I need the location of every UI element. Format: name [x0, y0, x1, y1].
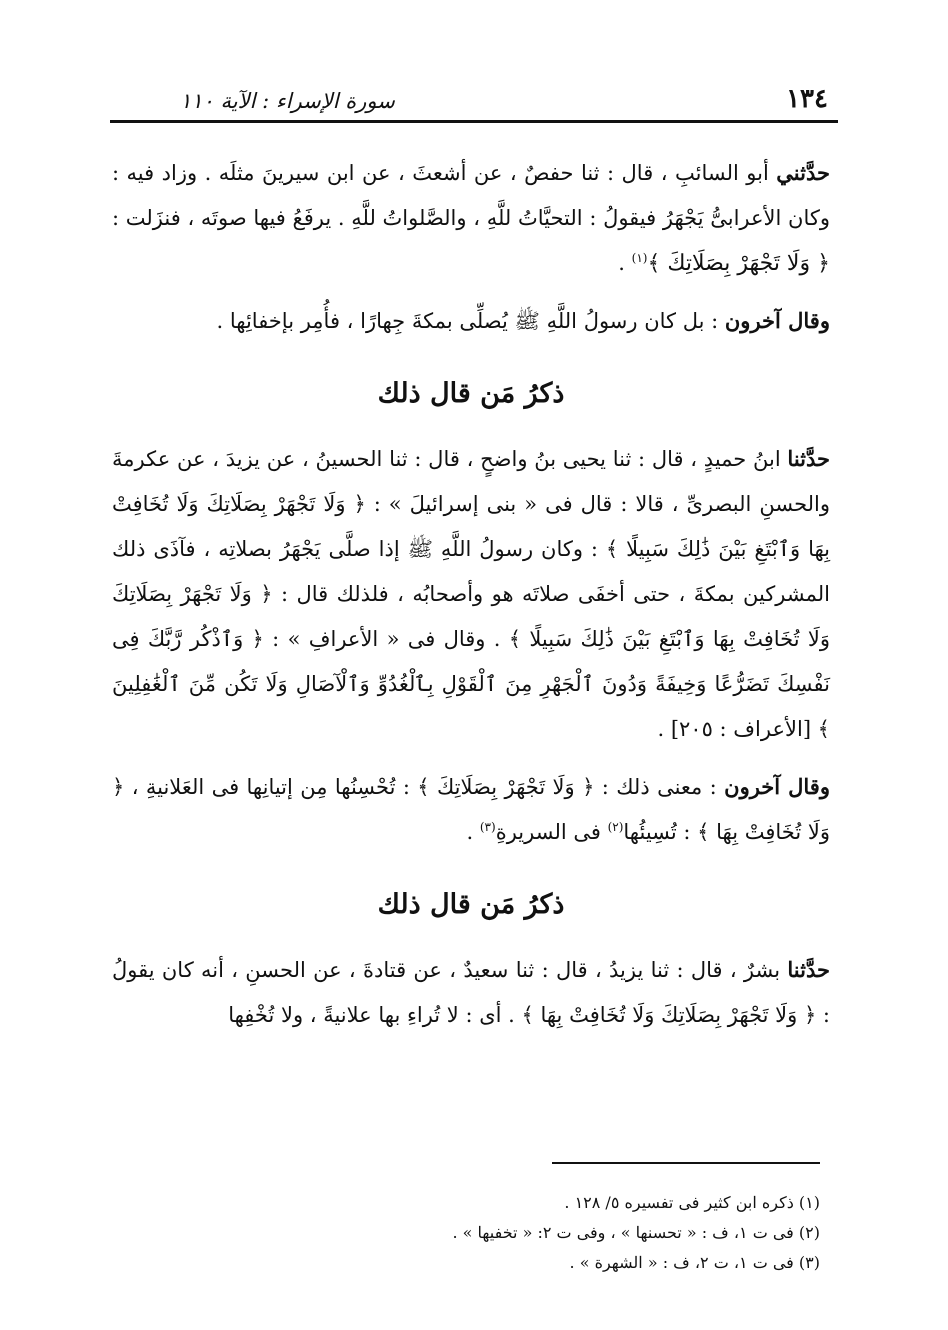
paragraph-text: : بل كان رسولُ اللَّهِ ﷺ يُصلِّى بمكةَ جِهارًا ، فأُمِر بإخفائِها . — [216, 309, 725, 333]
paragraph-lead: حدَّثنا — [787, 957, 830, 982]
paragraph-text: ابنُ حميدٍ ، قال : ثنا يحيى بنُ واضحٍ ، قال : ثنا الحسينُ ، عن يزيدَ ، عن عكرمةَ والحسنِ البصرىِّ ، قالا : قال فى « بنى إسرائيلَ » : ﴿ وَلَا تَجْهَرْ بِصَلَاتِكَ وَلَا تُخَافِتْ بِهَا وَٱبْتَغِ بَيْنَ ذَٰلِكَ سَبِيلًا ﴾ : وكان رسولُ اللَّهِ ﷺ إذا صلَّى يَجْهَرُ بصلاتِه ، فآذَى ذلك المشركين بمكةَ ، حتى أخفَى صلاتَه هو وأصحابُه ، فلذلك قال : ﴿ وَلَا تَجْهَرْ بِصَلَاتِكَ وَلَا تُخَافِتْ بِهَا وَٱبْتَغِ بَيْنَ ذَٰلِكَ سَبِيلًا ﴾ . وقال فى « الأعرافِ » : ﴿ وَٱذْكُر رَّبَّكَ فِى نَفْسِكَ تَضَرُّعًا وَخِيفَةً وَدُونَ ٱلْجَهْرِ مِنَ ٱلْقَوْلِ بِٱلْغُدُوِّ وَٱلْآصَالِ وَلَا تَكُن مِّنَ ٱلْغَٰفِلِينَ ﴾ [الأعراف : ٢٠٥] . — [112, 447, 830, 741]
paragraph-lead: وقال آخرون — [724, 774, 830, 799]
footnote-1: (١) ذكره ابن كثير فى تفسيره ٥/ ١٢٨ . — [564, 1193, 820, 1212]
paragraph-text: بشرٌ ، قال : ثنا يزيدُ ، قال : ثنا سعيدٌ ، عن قتادةَ ، عن الحسنِ ، أنه كان يقولُ : ﴿ وَلَا تَجْهَرْ بِصَلَاتِكَ وَلَا تُخَافِتْ بِهَا ﴾ . أى : لا تُراءِ بها علانيةً ، ولا تُخْفِها — [112, 958, 830, 1027]
footnote-rule — [552, 1162, 820, 1164]
paragraph-5 — [112, 947, 830, 1038]
footnotes — [112, 1188, 820, 1278]
footnote-ref-3: (٣) — [479, 820, 496, 834]
section-heading-2: ذكرُ مَن قال ذلك — [377, 889, 565, 920]
quran-quote: ﴿ وَلَا تَجْهَرْ بِصَلَاتِكَ ﴾ — [647, 251, 830, 276]
footnote-2: (٢) فى ت ١، ف : « تحسنها » ، وفى ت ٢: « تخفيها » . — [452, 1223, 820, 1242]
paragraph-lead: حدَّثنا — [787, 446, 831, 471]
header-rule — [110, 120, 838, 123]
page-header — [120, 72, 828, 112]
paragraph-2 — [112, 298, 830, 344]
paragraph-4 — [112, 764, 830, 855]
paragraph-1 — [112, 150, 830, 286]
footnote-ref-2: (٢) — [607, 820, 624, 834]
paragraph-text: : معنى ذلك : ﴿ وَلَا تَجْهَرْ بِصَلَاتِكَ ﴾ : تُحْسِنُها مِن إتيانِها فى العَلانيةِ ، ﴿ وَلَا تُخَافِتْ بِهَا ﴾ : تُسِيئُها — [112, 775, 830, 844]
paragraph-lead: حدَّثني — [776, 160, 830, 185]
footnote-3: (٣) فى ت ١، ت ٢، ف : « الشهرة » . — [569, 1253, 820, 1272]
footnote-ref-1: (١) — [631, 251, 648, 265]
section-heading-1: ذكرُ مَن قال ذلك — [377, 378, 565, 409]
paragraph-lead: وقال آخرون — [724, 308, 830, 333]
paragraph-end: . — [618, 251, 632, 275]
paragraph-text: أبو السائبِ ، قال : ثنا حفصٌ ، عن أشعثَ ، عن ابن سيرينَ مثلَه . وزاد فيه : وكان الأعرابىُّ يَجْهَرُ فيقولُ : التحيَّاتُ للَّهِ ، والصَّلواتُ للَّهِ . يرفَعُ فيها صوتَه ، فنزَلت : — [112, 161, 830, 230]
page-number: ١٣٤ — [786, 84, 828, 114]
paragraph-end: . — [466, 820, 480, 844]
paragraph-3 — [112, 436, 830, 752]
paragraph-text-continued: فى السريرةِ — [495, 820, 608, 844]
page-body — [112, 150, 830, 1050]
running-title: سورة الإسراء : الآية ١١٠ — [180, 89, 395, 113]
